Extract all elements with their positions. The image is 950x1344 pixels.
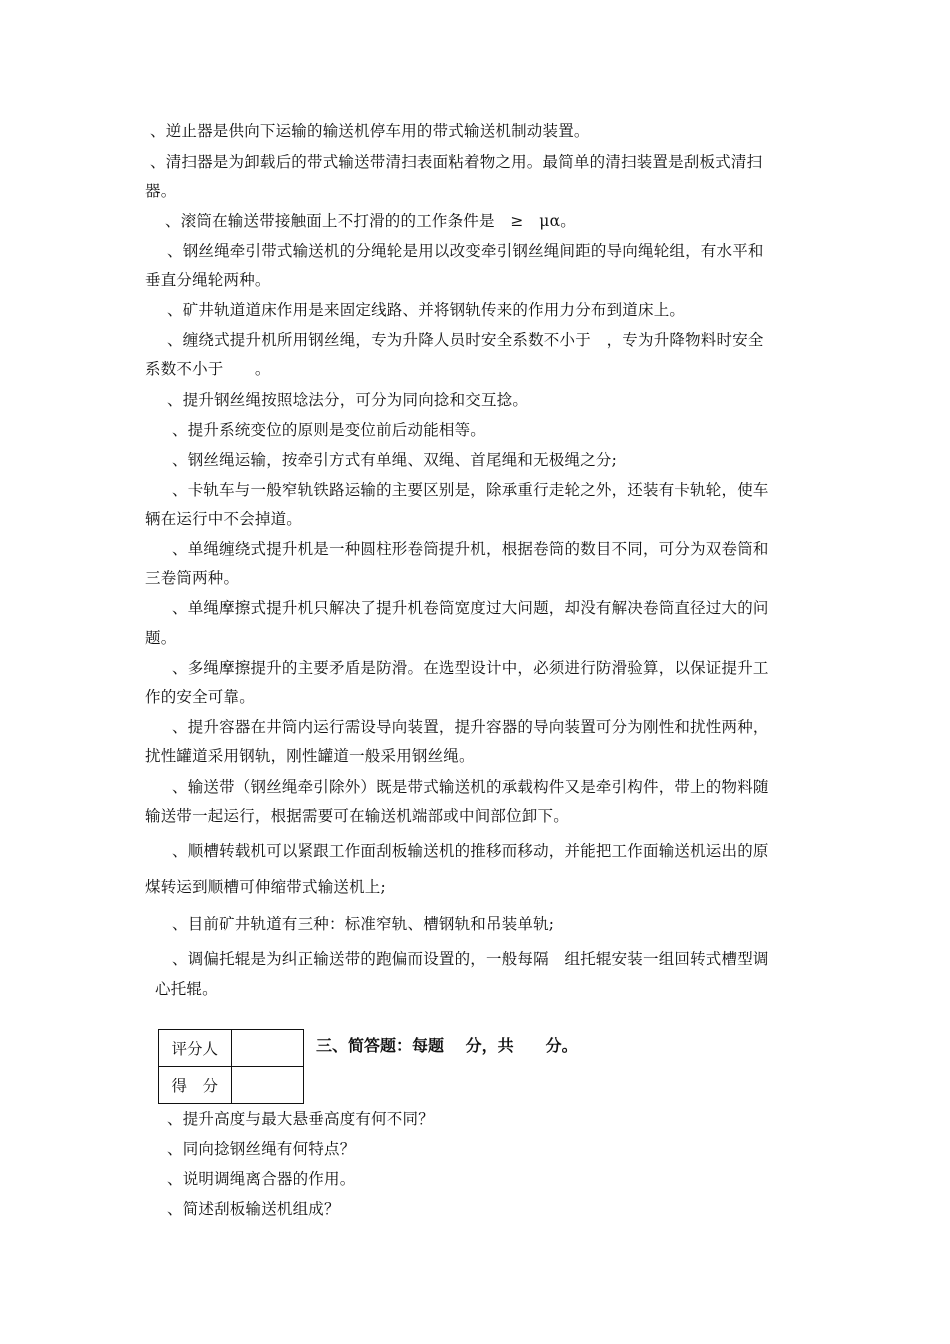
fill-in-line-2: 、清扫器是为卸载后的带式输送带清扫表面粘着物之用。最简单的清扫装置是刮板式清扫 [150, 153, 763, 171]
fill-in-line-4: 、滚筒在输送带接触面上不打滑的的工作条件是 ≥ μα。 [165, 212, 576, 230]
fill-in-line-3: 器。 [145, 182, 177, 200]
score-table [158, 1029, 304, 1104]
fill-in-line-24: 输送带一起运行，根据需要可在输送机端部或中间部位卸下。 [145, 807, 569, 825]
fill-in-line-27: 、目前矿井轨道有三种：标准窄轨、槽钢轨和吊装单轨; [172, 915, 555, 933]
fill-in-line-8: 、缠绕式提升机所用钢丝绳，专为升降人员时安全系数不小于 ，专为升降物料时安全 [167, 331, 764, 349]
fill-in-line-29: 心托辊。 [155, 980, 218, 998]
score-table-row [159, 1067, 304, 1104]
question-1: 、提升高度与最大悬垂高度有何不同？ [167, 1110, 434, 1128]
fill-in-line-14: 辆在运行中不会掉道。 [145, 510, 303, 528]
fill-in-line-25: 、顺槽转载机可以紧跟工作面刮板输送机的推移而移动，并能把工作面输送机运出的原 [172, 842, 769, 860]
score-table-row [159, 1030, 304, 1067]
fill-in-line-13: 、卡轨车与一般窄轨铁路运输的主要区别是，除承重行走轮之外，还装有卡轨轮，使车 [172, 481, 769, 499]
fill-in-line-18: 题。 [145, 629, 177, 647]
fill-in-line-21: 、提升容器在井筒内运行需设导向装置，提升容器的导向装置可分为刚性和扰性两种， [172, 718, 769, 736]
fill-in-line-10: 、提升钢丝绳按照埝法分，可分为同向捻和交互捻。 [167, 391, 529, 409]
fill-in-line-1: 、逆止器是供向下运输的输送机停车用的带式输送机制动装置。 [150, 122, 590, 140]
fill-in-line-7: 、矿井轨道道床作用是来固定线路、并将钢轨传来的作用力分布到道床上。 [167, 301, 686, 319]
question-4: 、简述刮板输送机组成？ [167, 1200, 340, 1218]
fill-in-line-26: 煤转运到顺槽可伸缩带式输送机上; [145, 878, 386, 896]
section-title: 三、简答题：每题 分，共 分。 [316, 1036, 578, 1055]
fill-in-line-17: 、单绳摩擦式提升机只解决了提升机卷筒宽度过大问题，却没有解决卷筒直径过大的问 [172, 599, 769, 617]
fill-in-line-6: 垂直分绳轮两种。 [145, 271, 271, 289]
question-3: 、说明调绳离合器的作用。 [167, 1170, 356, 1188]
fill-in-line-12: 、钢丝绳运输，按牵引方式有单绳、双绳、首尾绳和无极绳之分; [172, 451, 618, 469]
fill-in-line-28: 、调偏托辊是为纠正输送带的跑偏而设置的，一般每隔 组托辊安装一组回转式槽型调 [172, 950, 769, 968]
fill-in-line-22: 扰性罐道采用钢轨，刚性罐道一般采用钢丝绳。 [145, 747, 475, 765]
fill-in-line-9: 系数不小于 。 [145, 360, 271, 378]
fill-in-line-23: 、输送带（钢丝绳牵引除外）既是带式输送机的承载构件又是牵引构件，带上的物料随 [172, 778, 769, 796]
fill-in-line-5: 、钢丝绳牵引带式输送机的分绳轮是用以改变牵引钢丝绳间距的导向绳轮组，有水平和 [167, 242, 764, 260]
question-2: 、同向捻钢丝绳有何特点？ [167, 1140, 356, 1158]
grader-label: 评分人 [159, 1030, 232, 1067]
fill-in-line-11: 、提升系统变位的原则是变位前后动能相等。 [172, 421, 487, 439]
grader-value-field[interactable] [231, 1030, 303, 1067]
fill-in-line-20: 作的安全可靠。 [145, 688, 255, 706]
fill-in-line-15: 、单绳缠绕式提升机是一种圆柱形卷筒提升机，根据卷筒的数目不同，可分为双卷筒和 [172, 540, 769, 558]
fill-in-line-19: 、多绳摩擦提升的主要矛盾是防滑。在选型设计中，必须进行防滑验算，以保证提升工 [172, 659, 769, 677]
fill-in-line-16: 三卷筒两种。 [145, 569, 240, 587]
score-value-field[interactable] [231, 1067, 303, 1104]
score-label: 得 分 [159, 1067, 232, 1104]
